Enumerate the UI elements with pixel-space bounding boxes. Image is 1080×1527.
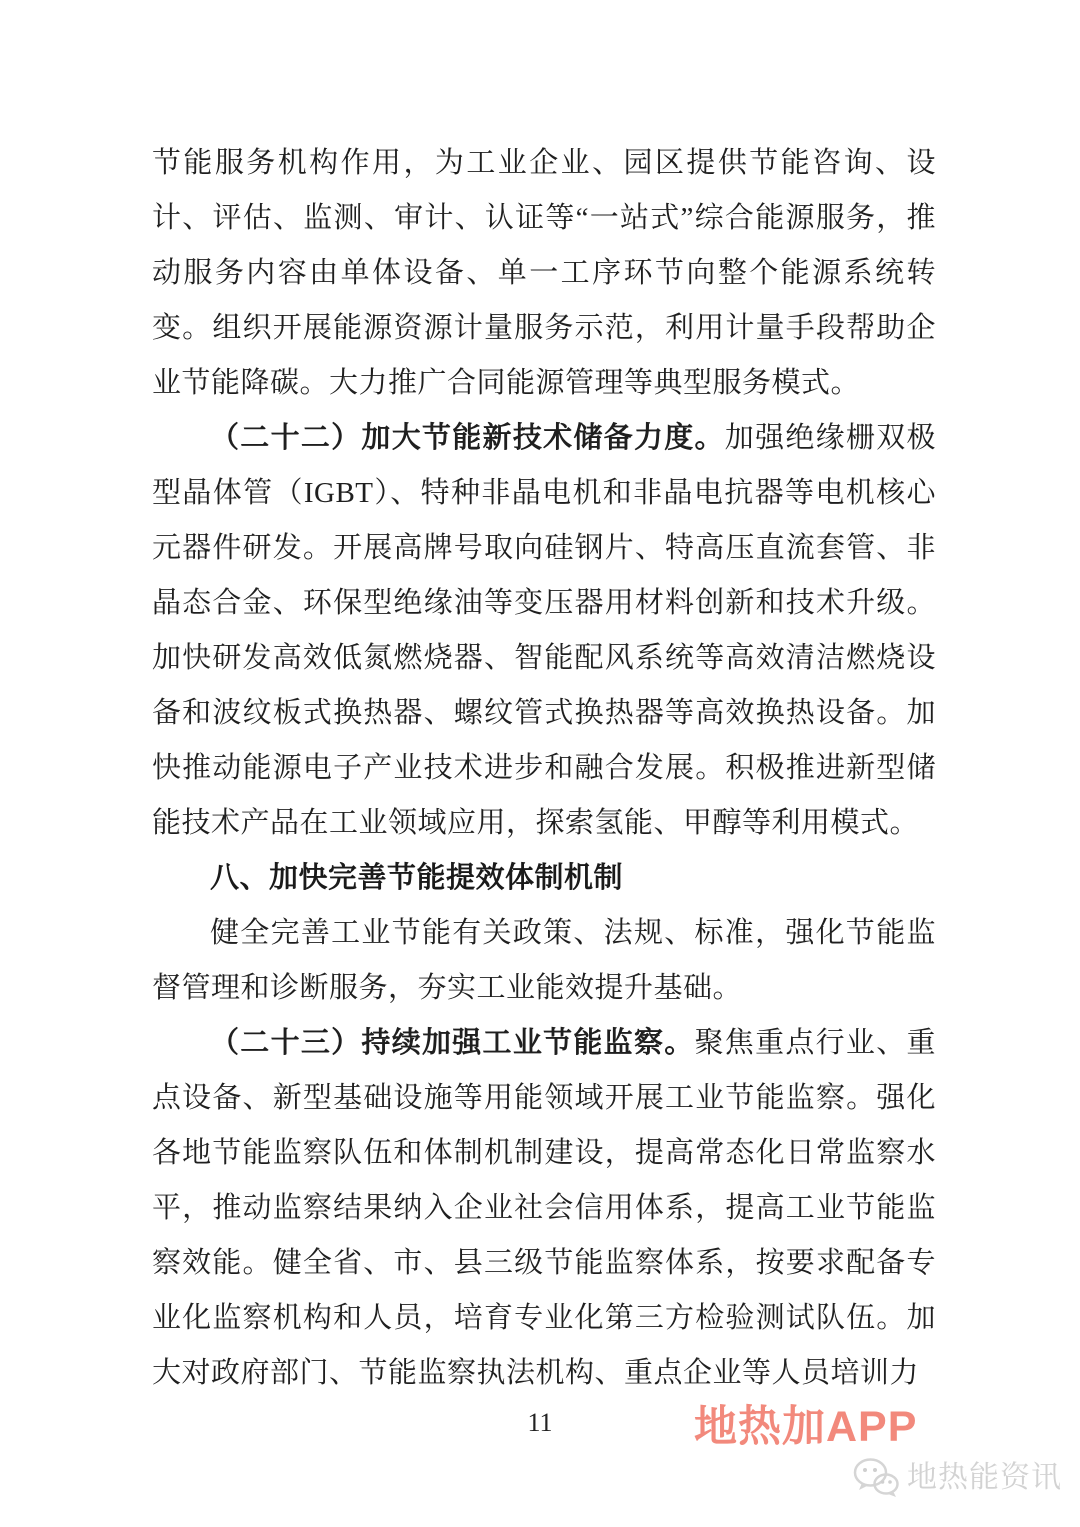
paragraph-item-22-body: 加强绝缘栅双极型晶体管（IGBT）、特种非晶电机和非晶电抗器等电机核心元器件研发。开展高牌号取向硅钢片、特高压直流套管、非晶态合金、环保型绝缘油等变压器用材料创新和技术升级。加快研发高效低氮燃烧器、智能配风系统等高效清洁燃烧设备和波纹板式换热器、螺纹管式换热器等高效换热设备。加快推动能源电子产业技术进步和融合发展。积极推进新型储能技术产品在工业领域应用，探索氢能、甲醇等利用模式。 [152,422,936,839]
page-number [0,1408,1080,1438]
paragraph-item-23-lead: （二十三）持续加强工业节能监察。 [210,1027,695,1059]
watermark-channel-label: 地热能资讯 [907,1461,1062,1494]
section-heading-8: 八、加快完善节能提效体制机制 [210,862,624,894]
wechat-icon [853,1457,899,1499]
paragraph-continuation: 节能服务机构作用，为工业企业、园区提供节能咨询、设计、评估、监测、审计、认证等“一站式”综合能源服务，推动服务内容由单体设备、单一工序环节向整个能源系统转变。组织开展能源资源计量服务示范，利用计量手段帮助企业节能降碳。大力推广合同能源管理等典型服务模式。 [152,147,936,399]
paragraph-item-23 [152,1016,936,1401]
page-number-value: 11 [527,1408,553,1437]
watermark-app-label: 地热加APP [694,1403,918,1451]
paragraph-item-22 [152,411,936,851]
watermark-channel [853,1456,1062,1500]
paragraph-item-23-body: 聚焦重点行业、重点设备、新型基础设施等用能领域开展工业节能监察。强化各地节能监察队伍和体制机制建设，提高常态化日常监察水平，推动监察结果纳入企业社会信用体系，提高工业节能监察效能。健全省、市、县三级节能监察体系，按要求配备专业化监察机构和人员，培育专业化第三方检验测试队伍。加大对政府部门、节能监察执法机构、重点企业等人员培训力 [152,1027,936,1389]
paragraph-section-intro: 健全完善工业节能有关政策、法规、标准，强化节能监督管理和诊断服务，夯实工业能效提升基础。 [152,917,936,1004]
paragraph-item-22-lead: （二十二）加大节能新技术储备力度。 [210,422,725,454]
page-body-text [152,136,936,1401]
